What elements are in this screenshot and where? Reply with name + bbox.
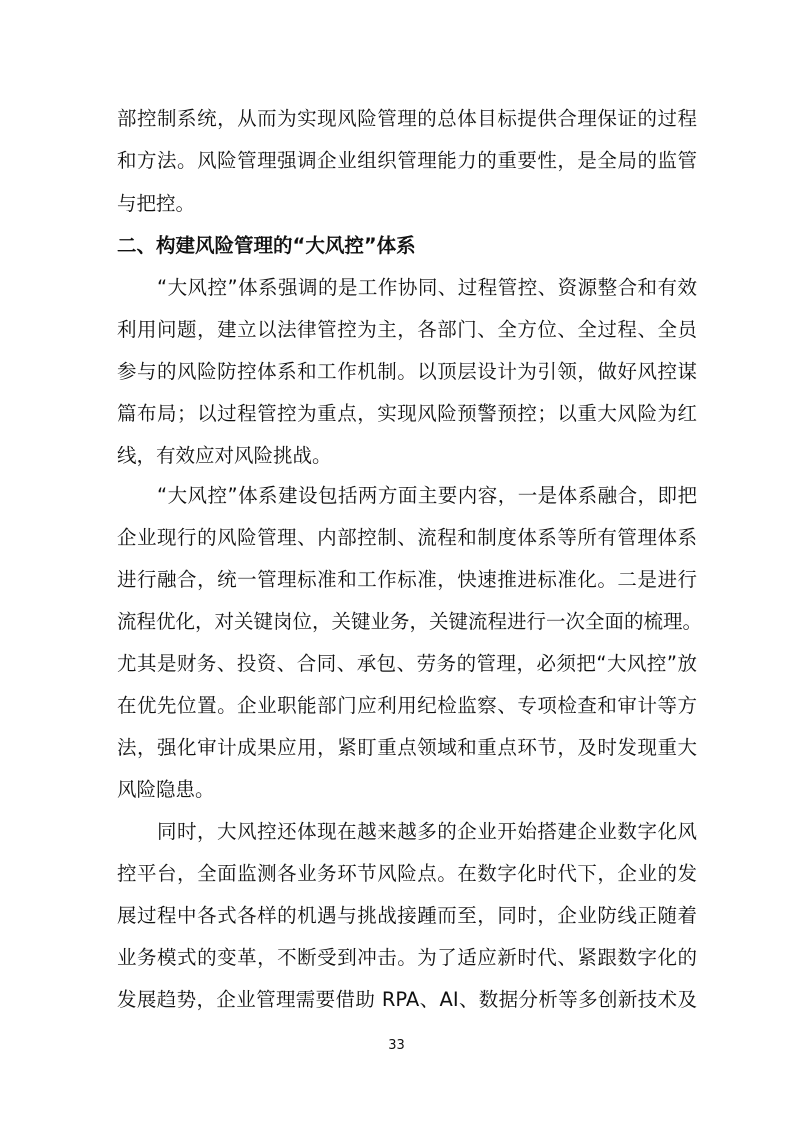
text-line: 篇布局；以过程管控为重点，实现风险预警预控；以重大风险为红: [117, 402, 697, 425]
text-line: 同时，大风控还体现在越来越多的企业开始搭建企业数字化风: [157, 820, 697, 843]
text-line: 尤其是财务、投资、合同、承包、劳务的管理，必须把“大风控”放: [117, 652, 697, 675]
text-line: 业务模式的变革，不断受到冲击。为了适应新时代、紧跟数字化的: [117, 946, 697, 969]
text-line: 控平台，全面监测各业务环节风险点。在数字化时代下，企业的发: [117, 862, 697, 885]
text-line: 展过程中各式各样的机遇与挑战接踵而至，同时，企业防线正随着: [117, 904, 697, 927]
text-line: 企业现行的风险管理、内部控制、流程和制度体系等所有管理体系: [117, 526, 697, 549]
text-line: 利用问题，建立以法律管控为主，各部门、全方位、全过程、全员: [117, 318, 697, 341]
text-line: 在优先位置。企业职能部门应利用纪检监察、专项检查和审计等方: [117, 694, 697, 717]
text-line: 发展趋势，企业管理需要借助 RPA、AI、数据分析等多创新技术及: [117, 988, 697, 1011]
text-line: “大风控”体系强调的是工作协同、过程管控、资源整合和有效: [157, 276, 697, 299]
text-line: 部控制系统，从而为实现风险管理的总体目标提供合理保证的过程: [117, 107, 697, 130]
text-line: 参与的风险防控体系和工作机制。以顶层设计为引领，做好风控谋: [117, 360, 697, 383]
section-heading: 二、构建风险管理的“大风控”体系: [117, 234, 416, 257]
text-line: 法，强化审计成果应用，紧盯重点领域和重点环节，及时发现重大: [117, 736, 697, 759]
text-line: 与把控。: [117, 192, 196, 215]
page-number: 33: [388, 1038, 405, 1053]
text-line: 和方法。风险管理强调企业组织管理能力的重要性，是全局的监管: [117, 149, 697, 172]
text-line: 线，有效应对风险挑战。: [117, 444, 332, 467]
text-line: 流程优化，对关键岗位，关键业务，关键流程进行一次全面的梳理。: [117, 610, 703, 633]
text-line: 风险隐患。: [117, 778, 215, 801]
text-line: 进行融合，统一管理标准和工作标准，快速推进标准化。二是进行: [117, 568, 697, 591]
text-line: “大风控”体系建设包括两方面主要内容，一是体系融合，即把: [157, 484, 697, 507]
